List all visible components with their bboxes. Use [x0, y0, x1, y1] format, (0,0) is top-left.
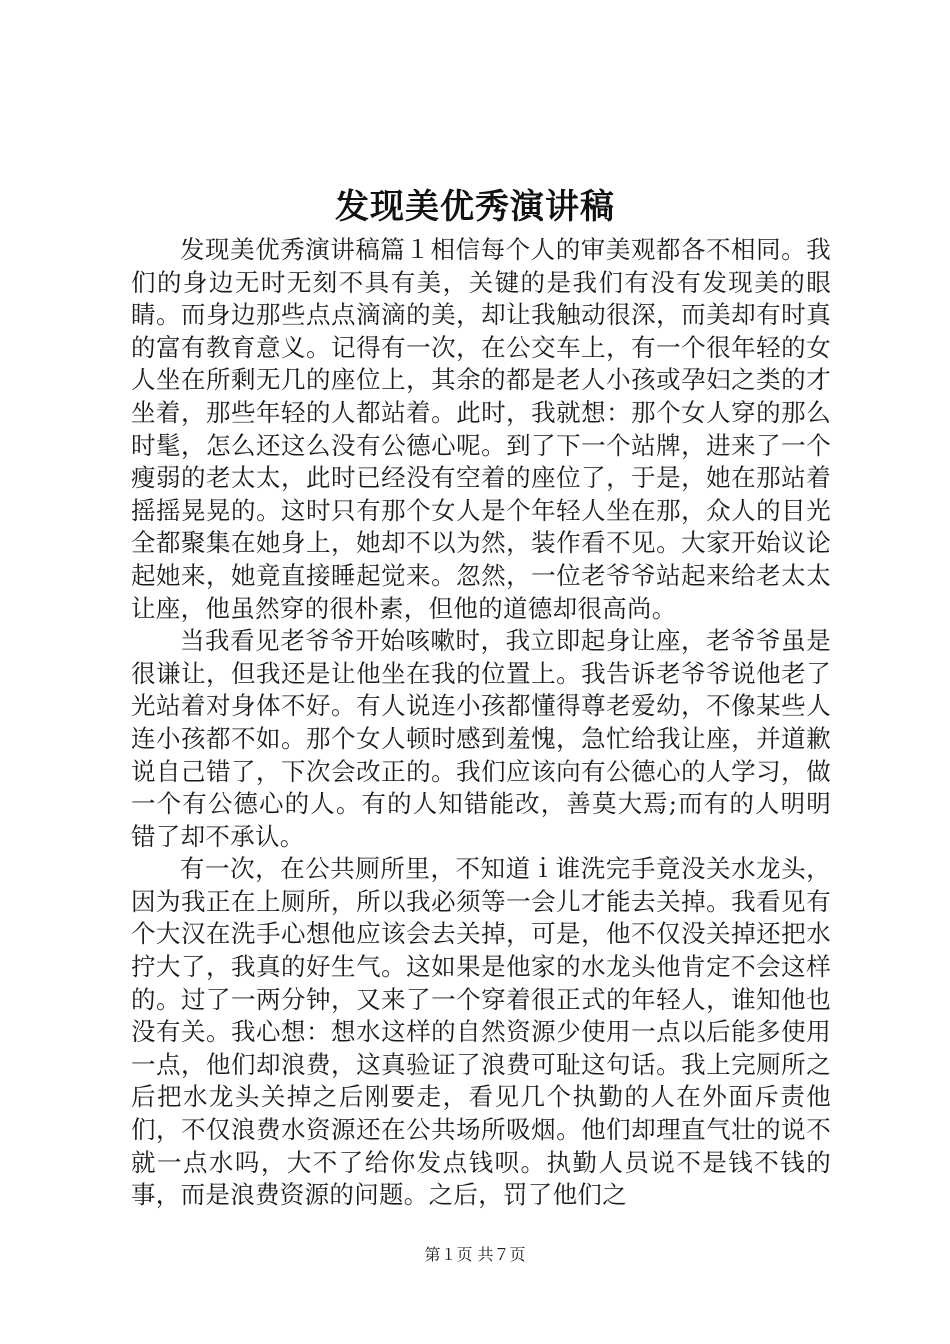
paragraph-1: 发现美优秀演讲稿篇１相信每个人的审美观都各不相同。我们的身边无时无刻不具有美，关键的是我们有没有发现美的眼睛。而身边那些点点滴滴的美，却让我触动很深，而美却有时真的富有教育意义。记得有一次，在公交车上，有一个很年轻的女人坐在所剩无几的座位上，其余的都是老人小孩或孕妇之类的才坐着，那些年轻的人都站着。此时，我就想：那个女人穿的那么时髦，怎么还这么没有公德心呢。到了下一个站牌，进来了一个瘦弱的老太太，此时已经没有空着的座位了，于是，她在那站着摇摇晃晃的。这时只有那个女人是个年轻人坐在那，众人的目光全都聚集在她身上，她却不以为然，装作看不见。大家开始议论起她来，她竟直接睡起觉来。忽然，一位老爷爷站起来给老太太让座，他虽然穿的很朴素，但他的道德却很高尚。	[131, 235, 831, 623]
page-number: 第１页 共７页	[424, 1245, 526, 1264]
document-body	[131, 234, 831, 1212]
paragraph-2: 当我看见老爷爷开始咳嗽时，我立即起身让座，老爷爷虽是很谦让，但我还是让他坐在我的位置上。我告诉老爷爷说他老了光站着对身体不好。有人说连小孩都懂得尊老爱幼，不像某些人连小孩都不如。那个女人顿时感到羞愧，急忙给我让座，并道歉说自己错了，下次会改正的。我们应该向有公德心的人学习，做一个有公德心的人。有的人知错能改，善莫大焉;而有的人明明错了却不承认。	[131, 626, 831, 851]
document-title: 发现美优秀演讲稿	[335, 187, 615, 227]
paragraph-3: 有一次，在公共厕所里，不知道ｉ谁洗完手竟没关水龙头，因为我正在上厕所，所以我必须等一会儿才能去关掉。我看见有个大汉在洗手心想他应该会去关掉，可是，他不仅没关掉还把水拧大了，我真的好生气。这如果是他家的水龙头他肯定不会这样的。过了一两分钟，又来了一个穿着很正式的年轻人，谁知他也没有关。我心想：想水这样的自然资源少使用一点以后能多使用一点，他们却浪费，这真验证了浪费可耻这句话。我上完厕所之后把水龙头关掉之后刚要走，看见几个执勤的人在外面斥责他们，不仅浪费水资源还在公共场所吸烟。他们却理直气壮的说不就一点水吗，大不了给你发点钱呗。执勤人员说不是钱不钱的事，而是浪费资源的问题。之后，罚了他们之	[131, 854, 831, 1210]
page-footer	[0, 1243, 950, 1267]
